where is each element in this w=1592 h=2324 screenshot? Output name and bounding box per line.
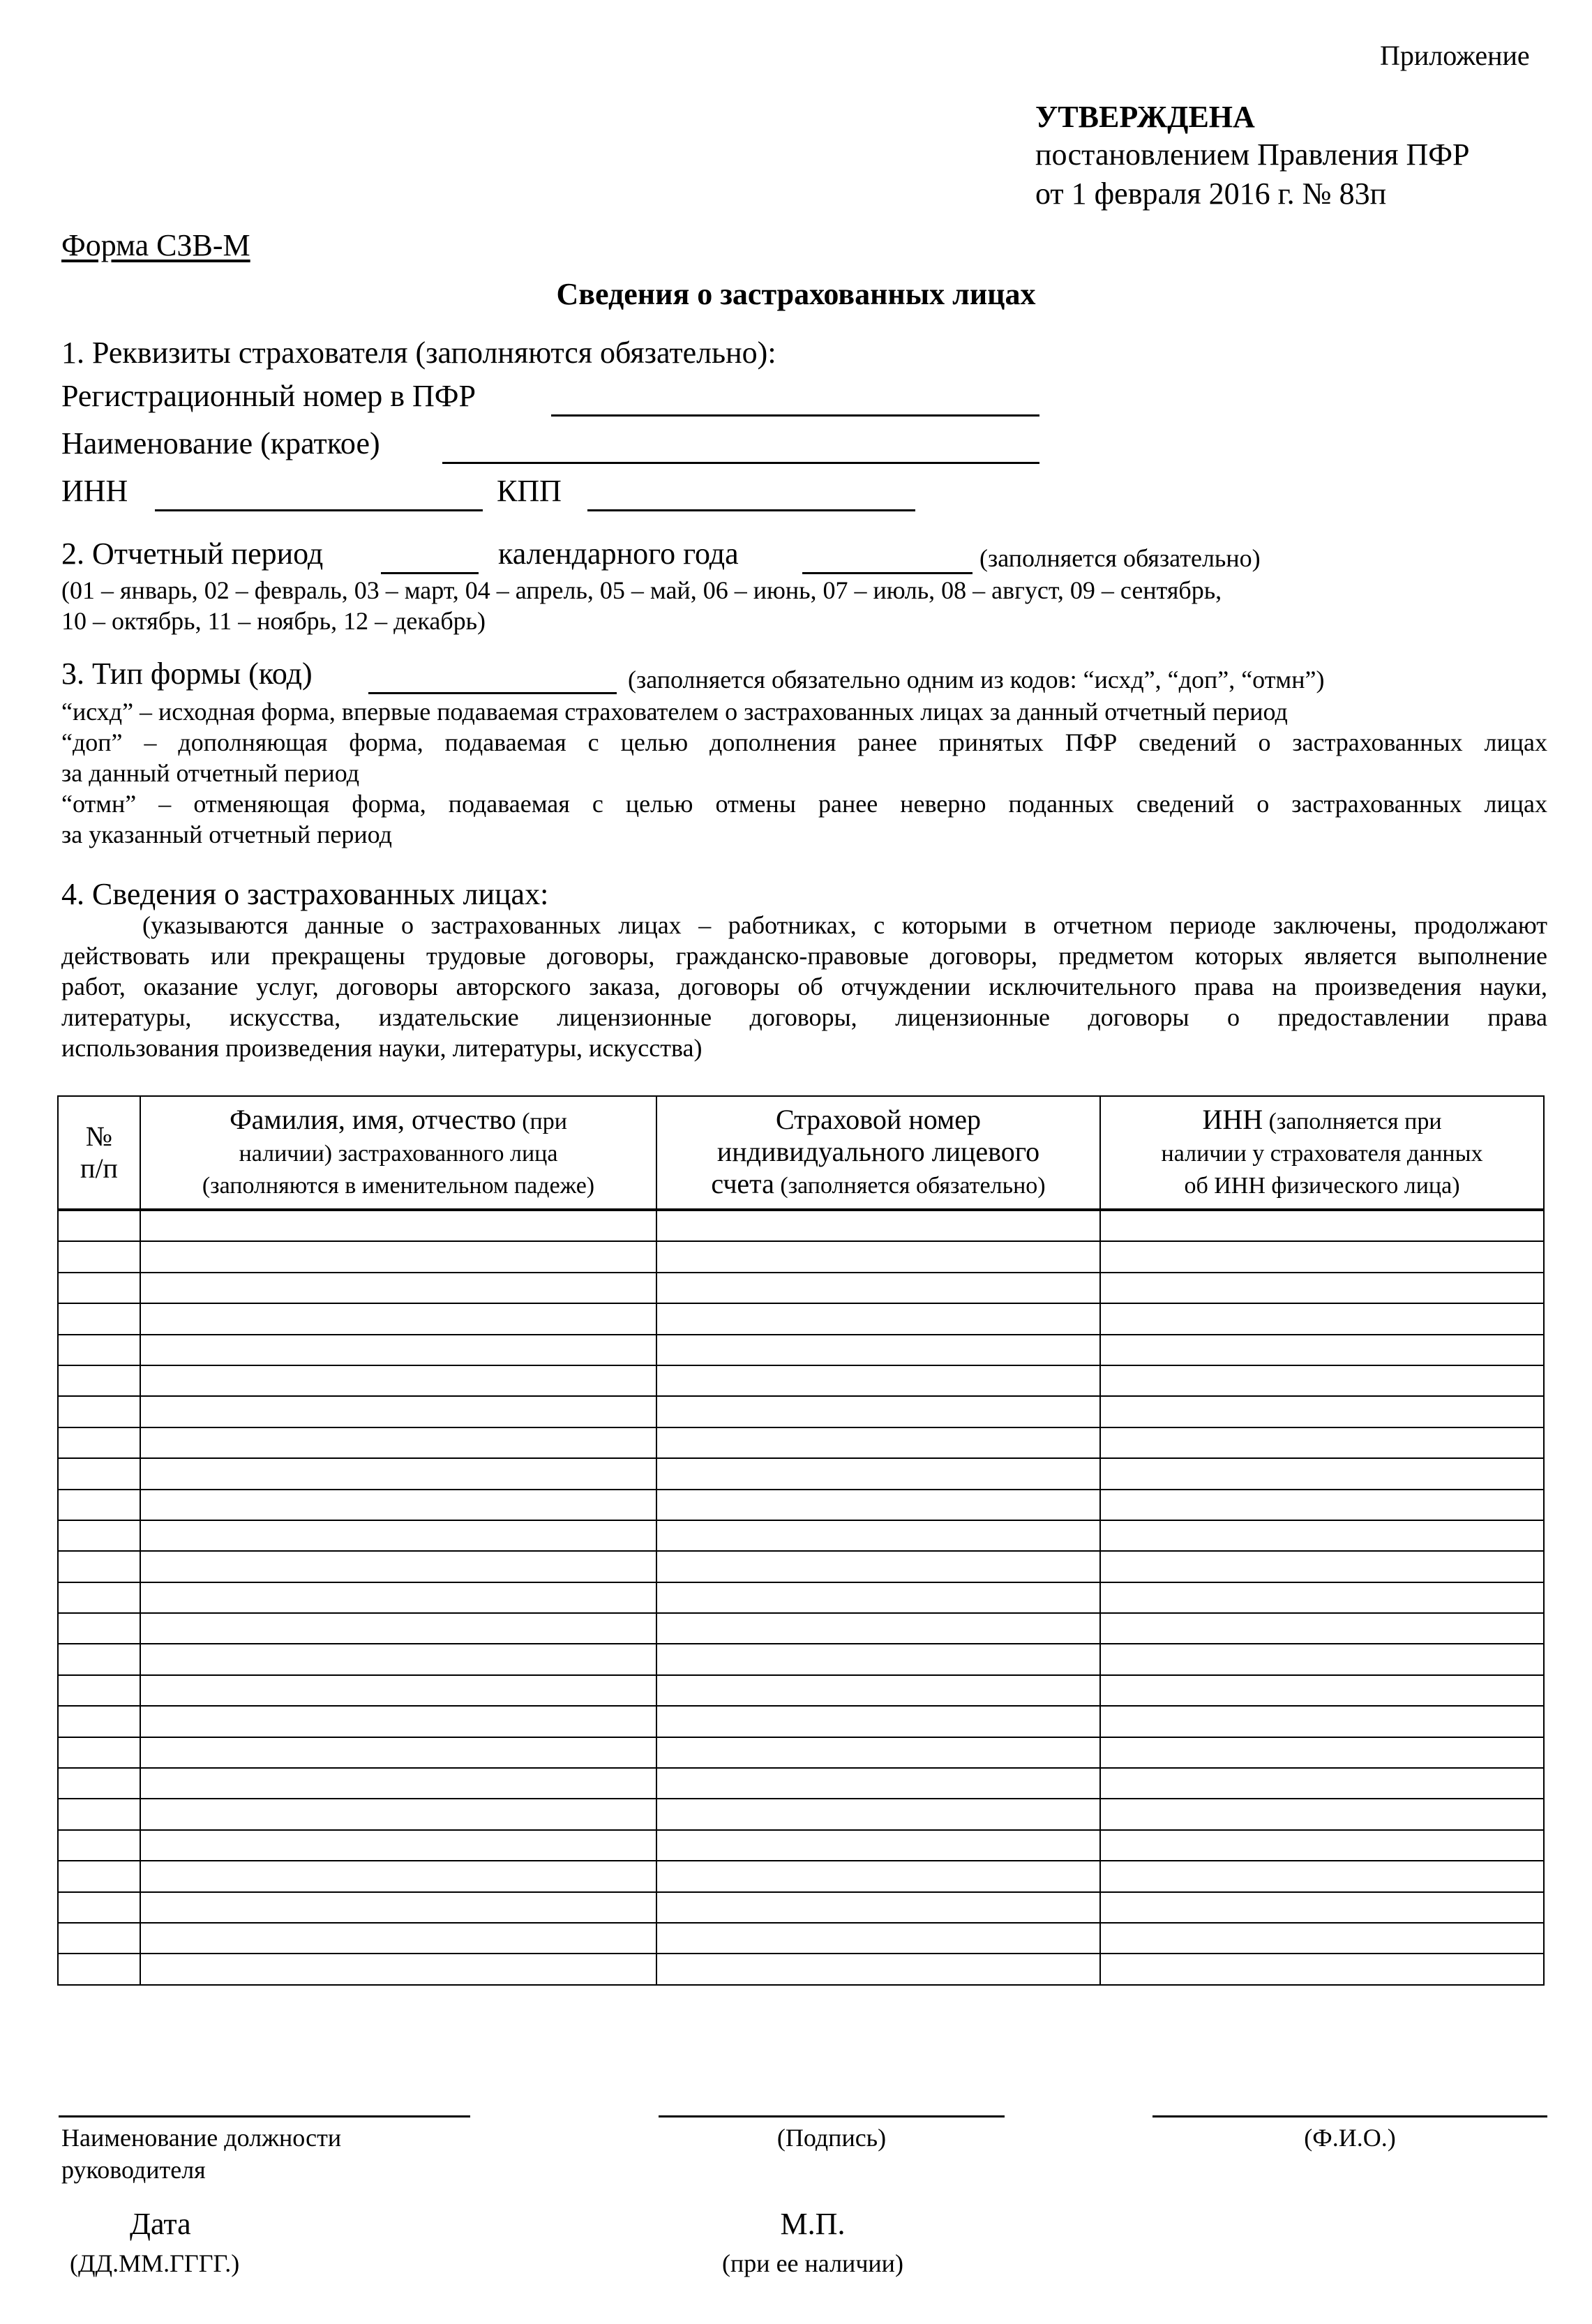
cell-inn[interactable] xyxy=(1100,1241,1544,1272)
cell-fio[interactable] xyxy=(140,1737,656,1768)
table-row xyxy=(58,1923,1544,1954)
cell-fio[interactable] xyxy=(140,1830,656,1861)
section3-heading: 3. Тип формы (код) xyxy=(61,657,313,691)
cell-snils[interactable] xyxy=(656,1365,1100,1396)
section2-note: (заполняется обязательно) xyxy=(979,544,1261,572)
col-snils-line1: Страховой номер xyxy=(775,1103,982,1135)
cell-inn[interactable] xyxy=(1100,1768,1544,1799)
cell-snils[interactable] xyxy=(656,1520,1100,1551)
code-ishd: “исхд” – исходная форма, впервые подаваемая страхователем о застрахованных лицах за данный отчетный период xyxy=(61,698,1288,726)
cell-fio[interactable] xyxy=(140,1954,656,1984)
cell-fio[interactable] xyxy=(140,1520,656,1551)
cell-inn[interactable] xyxy=(1100,1582,1544,1613)
cell-inn[interactable] xyxy=(1100,1706,1544,1737)
cell-fio[interactable] xyxy=(140,1241,656,1272)
table-body xyxy=(58,1210,1544,1985)
cell-number[interactable] xyxy=(58,1613,140,1644)
cell-number[interactable] xyxy=(58,1892,140,1923)
cell-inn[interactable] xyxy=(1100,1954,1544,1984)
cell-number[interactable] xyxy=(58,1303,140,1334)
table-row xyxy=(58,1458,1544,1489)
cell-fio[interactable] xyxy=(140,1861,656,1891)
signature-label: (Подпись) xyxy=(776,2124,887,2152)
cell-fio[interactable] xyxy=(140,1799,656,1829)
approved-by: постановлением Правления ПФР xyxy=(1035,137,1470,172)
signature-line[interactable] xyxy=(659,2115,1005,2117)
cell-fio[interactable] xyxy=(140,1923,656,1954)
cell-number[interactable] xyxy=(58,1768,140,1799)
cell-fio[interactable] xyxy=(140,1706,656,1737)
cell-snils[interactable] xyxy=(656,1273,1100,1303)
cell-number[interactable] xyxy=(58,1923,140,1954)
cell-inn[interactable] xyxy=(1100,1737,1544,1768)
table-row xyxy=(58,1892,1544,1923)
section4-heading: 4. Сведения о застрахованных лицах: xyxy=(61,877,549,911)
approved-label: УТВЕРЖДЕНА xyxy=(1035,100,1255,134)
cell-snils[interactable] xyxy=(656,1954,1100,1984)
section2-heading: 2. Отчетный период xyxy=(61,537,324,571)
code-otmn-line1: “отмн” – отменяющая форма, подаваемая с целью отмены ранее неверно поданных сведений о застрахованных лицах xyxy=(61,790,1547,818)
year-label: календарного года xyxy=(498,537,739,571)
col-snils-line2: индивидуального лицевого xyxy=(716,1135,1040,1167)
cell-inn[interactable] xyxy=(1100,1830,1544,1861)
months-legend-line2: 10 – октябрь, 11 – ноябрь, 12 – декабрь) xyxy=(61,607,486,635)
cell-fio[interactable] xyxy=(140,1273,656,1303)
table-row xyxy=(58,1365,1544,1396)
cell-number[interactable] xyxy=(58,1830,140,1861)
reg-number-field[interactable] xyxy=(551,414,1039,417)
cell-snils[interactable] xyxy=(656,1335,1100,1365)
cell-number[interactable] xyxy=(58,1458,140,1489)
cell-fio[interactable] xyxy=(140,1613,656,1644)
cell-fio[interactable] xyxy=(140,1458,656,1489)
cell-snils[interactable] xyxy=(656,1830,1100,1861)
cell-number[interactable] xyxy=(58,1799,140,1829)
date-label: Дата xyxy=(130,2207,191,2241)
cell-inn[interactable] xyxy=(1100,1551,1544,1582)
table-row xyxy=(58,1273,1544,1303)
cell-fio[interactable] xyxy=(140,1675,656,1706)
cell-inn[interactable] xyxy=(1100,1273,1544,1303)
year-field[interactable] xyxy=(802,572,973,574)
cell-fio[interactable] xyxy=(140,1365,656,1396)
cell-snils[interactable] xyxy=(656,1737,1100,1768)
cell-inn[interactable] xyxy=(1100,1892,1544,1923)
stamp-label: М.П. xyxy=(780,2207,846,2241)
name-field[interactable] xyxy=(442,462,1039,464)
col-fio-main: Фамилия, имя, отчество xyxy=(230,1103,516,1135)
cell-number[interactable] xyxy=(58,1335,140,1365)
cell-fio[interactable] xyxy=(140,1303,656,1334)
table-row xyxy=(58,1582,1544,1613)
col-fio-note: (при xyxy=(516,1108,567,1134)
period-field[interactable] xyxy=(381,572,479,574)
cell-inn[interactable] xyxy=(1100,1490,1544,1520)
cell-number[interactable] xyxy=(58,1706,140,1737)
cell-snils[interactable] xyxy=(656,1396,1100,1427)
code-dop-line1: “доп” – дополняющая форма, подаваемая с целью дополнения ранее принятых ПФР сведений о застрахованных лицах xyxy=(61,728,1547,756)
table-header-row xyxy=(58,1096,1544,1210)
appendix-label: Приложение xyxy=(1380,40,1530,71)
table-row xyxy=(58,1520,1544,1551)
approved-date: от 1 февраля 2016 г. № 83п xyxy=(1035,177,1387,211)
cell-snils[interactable] xyxy=(656,1303,1100,1334)
col-snils-main3: счета xyxy=(711,1167,774,1199)
table-row xyxy=(58,1737,1544,1768)
cell-number[interactable] xyxy=(58,1861,140,1891)
table-row xyxy=(58,1954,1544,1984)
cell-number[interactable] xyxy=(58,1737,140,1768)
cell-number[interactable] xyxy=(58,1365,140,1396)
table-row xyxy=(58,1768,1544,1799)
cell-fio[interactable] xyxy=(140,1210,656,1241)
col-inn-line3: об ИНН физического лица) xyxy=(1184,1172,1460,1199)
cell-fio[interactable] xyxy=(140,1427,656,1458)
months-legend-line1: (01 – январь, 02 – февраль, 03 – март, 04 – апрель, 05 – май, 06 – июнь, 07 – июль, 08 – август, 09 – сентябрь, xyxy=(61,576,1222,604)
cell-inn[interactable] xyxy=(1100,1923,1544,1954)
cell-number[interactable] xyxy=(58,1241,140,1272)
section4-description xyxy=(61,910,1547,1063)
cell-snils[interactable] xyxy=(656,1490,1100,1520)
col-inn-main: ИНН xyxy=(1202,1103,1263,1135)
cell-fio[interactable] xyxy=(140,1335,656,1365)
cell-fio[interactable] xyxy=(140,1396,656,1427)
table-row xyxy=(58,1335,1544,1365)
code-dop-line2: за данный отчетный период xyxy=(61,759,360,787)
cell-inn[interactable] xyxy=(1100,1396,1544,1427)
fio-label: (Ф.И.О.) xyxy=(1304,2124,1396,2152)
cell-inn[interactable] xyxy=(1100,1210,1544,1241)
table-row xyxy=(58,1830,1544,1861)
cell-snils[interactable] xyxy=(656,1210,1100,1241)
col-fio-line3: (заполняются в именительном падеже) xyxy=(202,1172,595,1199)
insured-persons-table xyxy=(57,1095,1545,1986)
cell-snils[interactable] xyxy=(656,1582,1100,1613)
cell-inn[interactable] xyxy=(1100,1458,1544,1489)
cell-number[interactable] xyxy=(58,1427,140,1458)
cell-inn[interactable] xyxy=(1100,1335,1544,1365)
cell-number[interactable] xyxy=(58,1520,140,1551)
cell-snils[interactable] xyxy=(656,1241,1100,1272)
cell-fio[interactable] xyxy=(140,1582,656,1613)
cell-inn[interactable] xyxy=(1100,1303,1544,1334)
cell-inn[interactable] xyxy=(1100,1427,1544,1458)
cell-snils[interactable] xyxy=(656,1923,1100,1954)
cell-snils[interactable] xyxy=(656,1706,1100,1737)
table-row xyxy=(58,1675,1544,1706)
cell-snils[interactable] xyxy=(656,1799,1100,1829)
col-inn-note: (заполняется при xyxy=(1263,1108,1442,1134)
cell-number[interactable] xyxy=(58,1675,140,1706)
cell-inn[interactable] xyxy=(1100,1520,1544,1551)
cell-inn[interactable] xyxy=(1100,1613,1544,1644)
table-row xyxy=(58,1490,1544,1520)
cell-inn[interactable] xyxy=(1100,1675,1544,1706)
cell-fio[interactable] xyxy=(140,1768,656,1799)
cell-number[interactable] xyxy=(58,1210,140,1241)
cell-inn[interactable] xyxy=(1100,1799,1544,1829)
section4-desc-line1: (указываются данные о застрахованных лицах – работниках, с которыми в отчетном периоде заключены, продолжают xyxy=(142,911,1547,939)
reg-number-label: Регистрационный номер в ПФР xyxy=(61,379,476,413)
table-row xyxy=(58,1799,1544,1829)
col-header-inn xyxy=(1100,1096,1544,1210)
code-otmn-line2: за указанный отчетный период xyxy=(61,820,392,848)
col-inn-line2: наличии у страхователя данных xyxy=(1161,1140,1483,1167)
table-row xyxy=(58,1706,1544,1737)
col-snils-note: (заполняется обязательно) xyxy=(774,1172,1046,1199)
fio-signature-line[interactable] xyxy=(1152,2115,1547,2117)
table-row xyxy=(58,1303,1544,1334)
cell-fio[interactable] xyxy=(140,1892,656,1923)
cell-number[interactable] xyxy=(58,1273,140,1303)
form-name: Форма СЗВ-М xyxy=(61,228,250,262)
name-label: Наименование (краткое) xyxy=(61,426,380,460)
cell-number[interactable] xyxy=(58,1490,140,1520)
cell-fio[interactable] xyxy=(140,1490,656,1520)
cell-snils[interactable] xyxy=(656,1458,1100,1489)
cell-snils[interactable] xyxy=(656,1675,1100,1706)
page-title: Сведения о застрахованных лицах xyxy=(556,277,1036,311)
table-row xyxy=(58,1396,1544,1427)
cell-number[interactable] xyxy=(58,1582,140,1613)
col-header-number xyxy=(58,1096,140,1210)
table-row xyxy=(58,1613,1544,1644)
table-row xyxy=(58,1644,1544,1674)
cell-inn[interactable] xyxy=(1100,1861,1544,1891)
table-row xyxy=(58,1241,1544,1272)
stamp-note: (при ее наличии) xyxy=(722,2249,903,2277)
cell-snils[interactable] xyxy=(656,1644,1100,1674)
col-header-snils xyxy=(656,1096,1100,1210)
cell-number[interactable] xyxy=(58,1644,140,1674)
table-row xyxy=(58,1210,1544,1241)
inn-field[interactable] xyxy=(155,509,483,511)
table-row xyxy=(58,1551,1544,1582)
table-row xyxy=(58,1861,1544,1891)
cell-snils[interactable] xyxy=(656,1861,1100,1891)
position-label-line2: руководителя xyxy=(61,2156,206,2184)
cell-number[interactable] xyxy=(58,1551,140,1582)
form-type-field[interactable] xyxy=(368,692,617,694)
date-format: (ДД.ММ.ГГГГ.) xyxy=(70,2249,240,2277)
col-number-line1: № xyxy=(85,1120,113,1152)
cell-inn[interactable] xyxy=(1100,1365,1544,1396)
cell-snils[interactable] xyxy=(656,1613,1100,1644)
cell-fio[interactable] xyxy=(140,1644,656,1674)
inn-label: ИНН xyxy=(61,474,128,508)
section4-desc-line4: литературы, искусства, издательские лицензионные договоры, лицензионные договоры о предоставлении права xyxy=(61,1003,1547,1031)
cell-snils[interactable] xyxy=(656,1768,1100,1799)
position-label-line1: Наименование должности xyxy=(61,2124,342,2152)
cell-snils[interactable] xyxy=(656,1427,1100,1458)
section4-desc-line2: действовать или прекращены трудовые договоры, гражданско-правовые договоры, предметом которых является выполнение xyxy=(61,942,1547,970)
cell-number[interactable] xyxy=(58,1396,140,1427)
position-signature-line[interactable] xyxy=(59,2115,470,2117)
section1-heading: 1. Реквизиты страхователя (заполняются обязательно): xyxy=(61,336,776,370)
code-descriptions xyxy=(61,696,1547,850)
kpp-label: КПП xyxy=(497,474,562,508)
section4-desc-line3: работ, оказание услуг, договоры авторского заказа, договоры об отчуждении исключительного права на произведения науки, xyxy=(61,973,1547,1000)
col-header-fio xyxy=(140,1096,656,1210)
cell-number[interactable] xyxy=(58,1954,140,1984)
col-number-line2: п/п xyxy=(80,1153,118,1184)
section3-note: (заполняется обязательно одним из кодов: “исхд”, “доп”, “отмн”) xyxy=(628,666,1325,694)
kpp-field[interactable] xyxy=(587,509,915,511)
table-row xyxy=(58,1427,1544,1458)
cell-inn[interactable] xyxy=(1100,1644,1544,1674)
cell-snils[interactable] xyxy=(656,1551,1100,1582)
cell-snils[interactable] xyxy=(656,1892,1100,1923)
section4-desc-line5: использования произведения науки, литературы, искусства) xyxy=(61,1034,703,1062)
col-fio-line2: наличии) застрахованного лица xyxy=(239,1140,558,1167)
cell-fio[interactable] xyxy=(140,1551,656,1582)
